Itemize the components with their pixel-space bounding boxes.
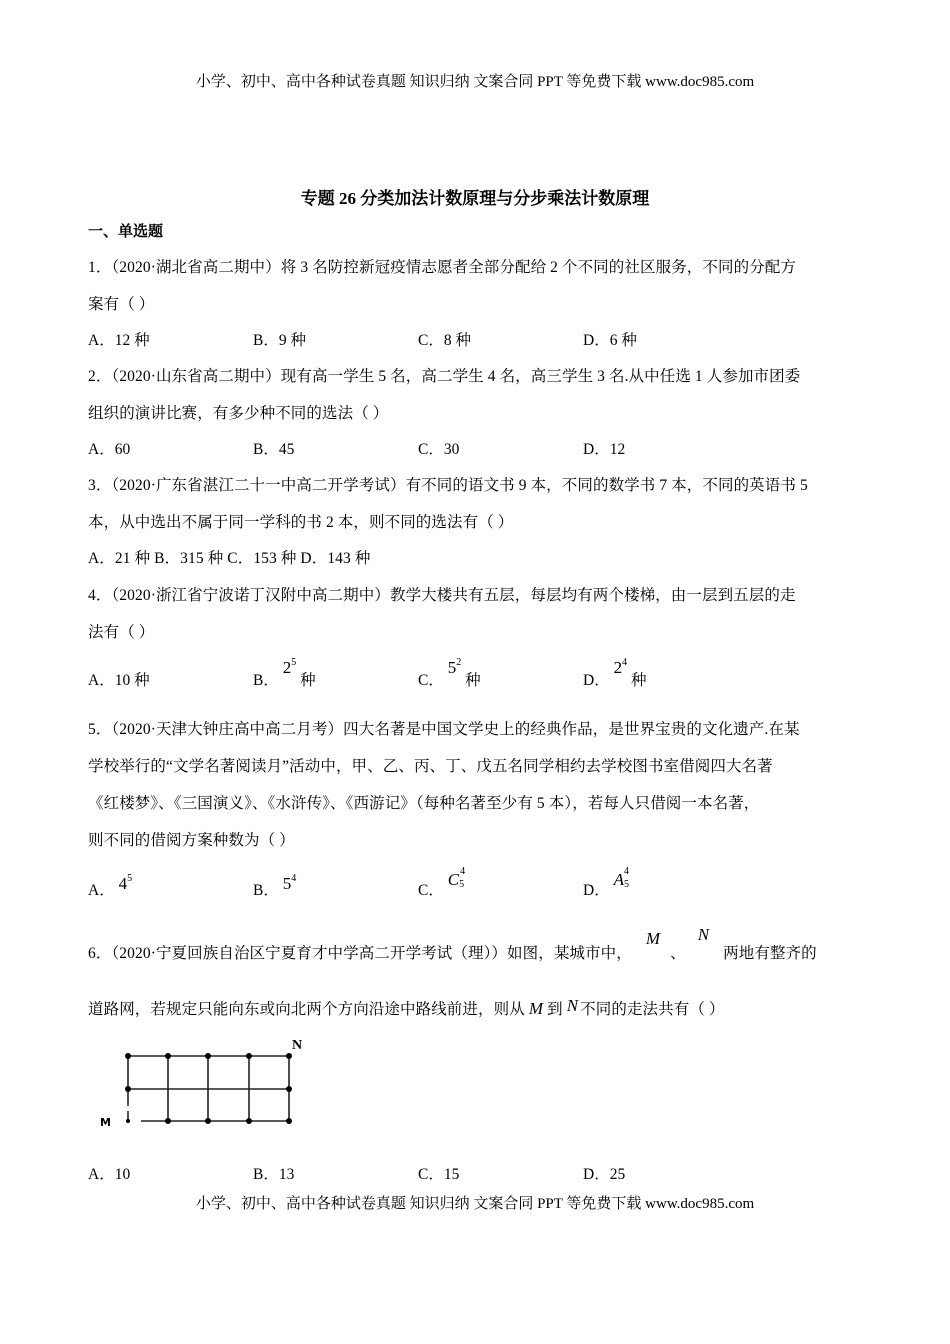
footer-banner: 小学、初中、高中各种试卷真题 知识归纳 文案合同 PPT 等免费下载 www.doc985.com [195, 1196, 755, 1212]
option-c: C．15 [418, 1166, 460, 1183]
grid-diagram [96, 1040, 326, 1140]
option-d: D． A 4 5 [583, 866, 629, 899]
section-heading: 一、单选题 [88, 224, 164, 240]
question-text: 法有（ ） [88, 624, 155, 641]
page-title: 专题 26 分类加法计数原理与分步乘法计数原理 [300, 189, 650, 208]
question-text: 2．（2020·山东省高二期中）现有高一学生 5 名，高二学生 4 名，高三学生 3 名.从中任选 1 人参加市团委 [88, 368, 801, 385]
option-b: B． $5^4$ [253, 873, 297, 899]
option-a: A．10 [88, 1166, 131, 1183]
road-network-figure [96, 1040, 326, 1140]
option-b: B． $2^5$ 种 [253, 657, 316, 689]
option-d: D．25 [583, 1166, 626, 1183]
option-c: C． $5^2$ 种 [418, 657, 481, 689]
question-text: 3．（2020·广东省湛江二十一中高二开学考试）有不同的语文书 9 本，不同的数学书 7 本，不同的英语书 5 [88, 477, 808, 494]
header-banner: 小学、初中、高中各种试卷真题 知识归纳 文案合同 PPT 等免费下载 www.doc985.com [195, 74, 755, 90]
question-text: 6．（2020·宁夏回族自治区宁夏育才中学高二开学考试（理））如图，某城市中，M、N两地有整齐的 [88, 925, 817, 962]
option-b: B．13 [253, 1166, 295, 1183]
question-text: 《红楼梦》、《三国演义》、《水浒传》、《西游记》（每种名著至少有 5 本），若每人只借阅一本名著， [88, 795, 760, 812]
question-text: 4．（2020·浙江省宁波诺丁汉附中高二期中）教学大楼共有五层，每层均有两个楼梯，由一层到五层的走 [88, 587, 796, 604]
option-d: D．12 [583, 441, 626, 458]
option-d: D．6 种 [583, 332, 637, 349]
label-n: N [292, 1038, 303, 1053]
option-a: A．10 种 [88, 672, 150, 689]
options-inline: A．21 种 B．315 种 C．153 种 D．143 种 [88, 550, 371, 567]
option-a: A．12 种 [88, 332, 150, 349]
question-text: 1．（2020·湖北省高二期中）将 3 名防控新冠疫情志愿者全部分配给 2 个不同的社区服务，不同的分配方 [88, 259, 796, 276]
question-text: 组织的演讲比赛，有多少种不同的选法（ ） [88, 405, 389, 422]
question-text: 道路网，若规定只能向东或向北两个方向沿途中路线前进，则从 M 到 N 不同的走法共有（ ） [88, 996, 725, 1018]
question-text: 则不同的借阅方案种数为（ ） [88, 832, 295, 849]
option-c: C． C 4 5 [418, 866, 466, 899]
option-c: C．8 种 [418, 332, 471, 349]
question-text: 5．（2020·天津大钟庄高中高二月考）四大名著是中国文学史上的经典作品，是世界宝贵的文化遗产.在某 [88, 721, 800, 738]
option-d: D． $2^4$ 种 [583, 657, 647, 689]
question-text: 本，从中选出不属于同一学科的书 2 本，则不同的选法有（ ） [88, 514, 514, 531]
option-a: A． $4^5$ [88, 873, 133, 899]
option-b: B．9 种 [253, 332, 306, 349]
question-text: 案有（ ） [88, 296, 155, 313]
option-c: C．30 [418, 441, 460, 458]
question-text: 学校举行的“文学名著阅读月”活动中，甲、乙、丙、丁、戊五名同学相约去学校图书室借阅四大名著 [88, 758, 773, 775]
option-b: B．45 [253, 441, 295, 458]
option-a: A．60 [88, 441, 131, 458]
label-m: M [100, 1116, 111, 1129]
